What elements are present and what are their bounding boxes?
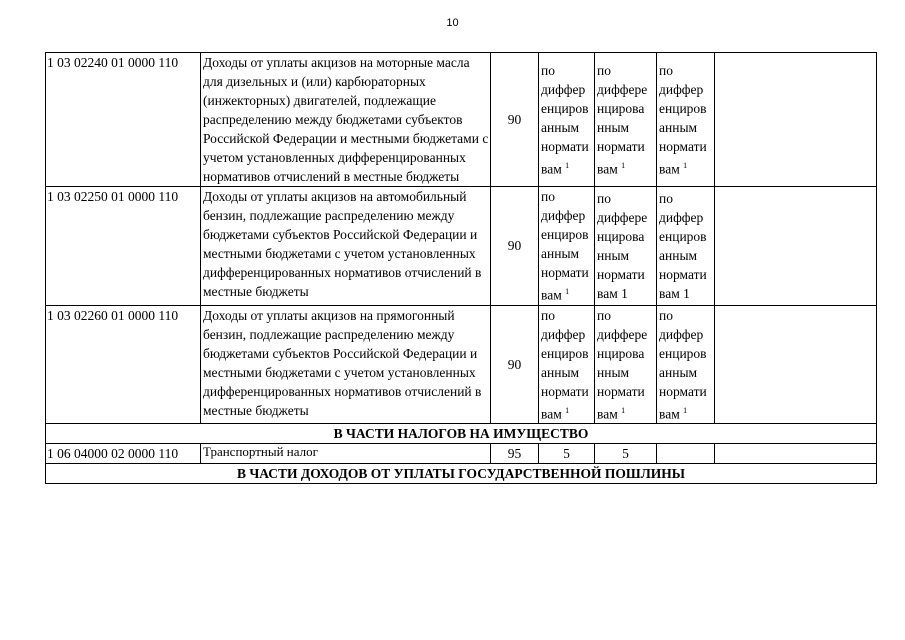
revenue-name-cell: Транспортный налог	[201, 444, 491, 464]
table-row	[46, 53, 877, 187]
table-row	[46, 305, 877, 424]
norm-text-cell: по диффер енциров анным нормати вам 1	[657, 187, 715, 306]
revenue-distribution-table	[45, 52, 877, 484]
norm-text-cell: по диффер енциров анным нормати вам $^1$	[539, 187, 595, 306]
norm-text-cell: по диффер енциров анным нормати вам $^1$	[539, 305, 595, 424]
budget-code-cell: 1 06 04000 02 0000 110	[46, 444, 201, 464]
section-header-row	[46, 464, 877, 484]
empty-cell	[715, 305, 877, 424]
norm-text-cell: по диффере нцирова нным нормати вам 1	[595, 187, 657, 306]
value-cell: 5	[595, 444, 657, 464]
norm-text-cell: по диффер енциров анным нормати вам $^1$	[657, 305, 715, 424]
section-heading-property: В ЧАСТИ НАЛОГОВ НА ИМУЩЕСТВО	[46, 424, 877, 444]
section-heading-duty: В ЧАСТИ ДОХОДОВ ОТ УПЛАТЫ ГОСУДАРСТВЕННОЙ ПОШЛИНЫ	[46, 464, 877, 484]
budget-code-cell: 1 03 02250 01 0000 110	[46, 187, 201, 306]
value-cell: 5	[539, 444, 595, 464]
budget-code-cell: 1 03 02240 01 0000 110	[46, 53, 201, 187]
table-row	[46, 187, 877, 306]
norm-text-cell: по диффере нцирова нным нормати вам $^1$	[595, 305, 657, 424]
value-cell	[715, 444, 877, 464]
norm-cell: 90	[491, 305, 539, 424]
norm-text-cell: по диффер енциров анным нормати вам $^1$	[657, 53, 715, 187]
value-cell	[657, 444, 715, 464]
norm-text-cell: по диффере нцирова нным нормати вам $^1$	[595, 53, 657, 187]
revenue-name-cell: Доходы от уплаты акцизов на автомобильный бензин, подлежащие распределению между бюджетами субъектов Российской Федерации и местными бюджетами с учетом установленных дифференцированных нормативов отчислений в местные бюджеты	[201, 187, 491, 306]
norm-cell: 90	[491, 53, 539, 187]
norm-cell: 90	[491, 187, 539, 306]
norm-cell: 95	[491, 444, 539, 464]
empty-cell	[715, 53, 877, 187]
empty-cell	[715, 187, 877, 306]
budget-code-cell: 1 03 02260 01 0000 110	[46, 305, 201, 424]
norm-text-cell: по диффер енциров анным нормати вам $^1$	[539, 53, 595, 187]
table-row	[46, 444, 877, 464]
section-header-row	[46, 424, 877, 444]
revenue-name-cell: Доходы от уплаты акцизов на моторные масла для дизельных и (или) карбюраторных (инжекторных) двигателей, подлежащие распределению между бюджетами субъектов Российской Федерации и местными бюджетами с учетом установленных дифференцированных нормативов отчислений в местные бюджеты	[201, 53, 491, 187]
revenue-name-cell: Доходы от уплаты акцизов на прямогонный бензин, подлежащие распределению между бюджетами субъектов Российской Федерации и местными бюджетами с учетом установленных дифференцированных нормативов отчислений в местные бюджеты	[201, 305, 491, 424]
page-number: 10	[446, 17, 459, 29]
